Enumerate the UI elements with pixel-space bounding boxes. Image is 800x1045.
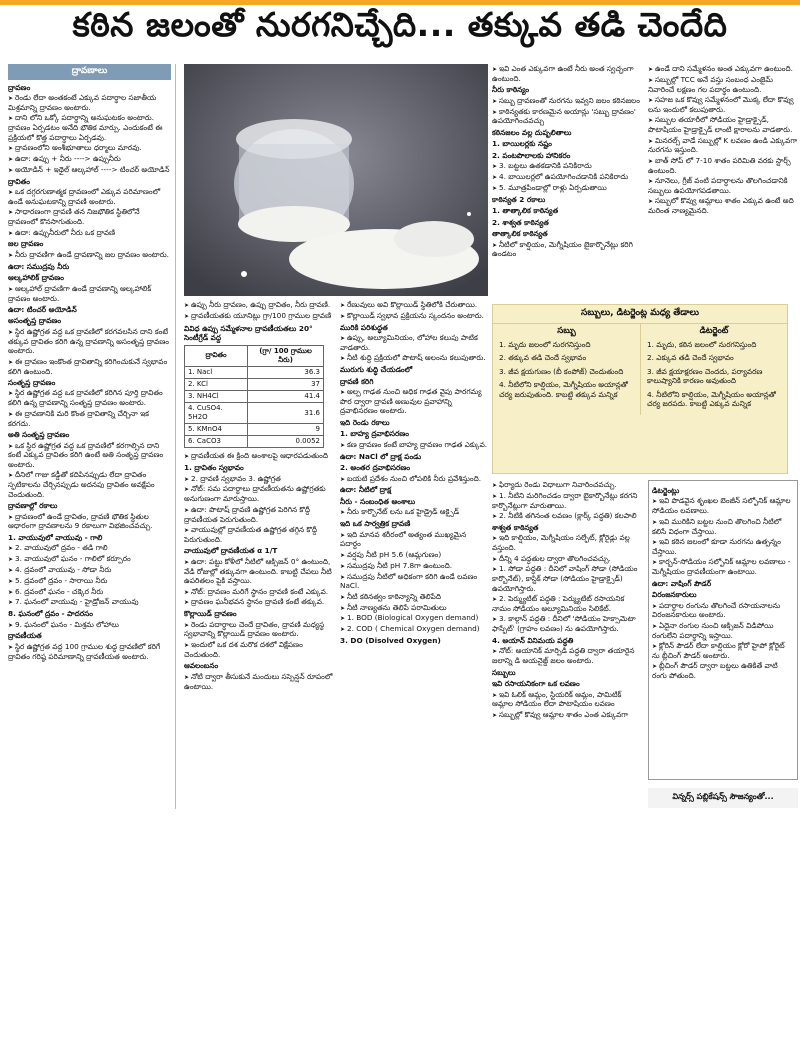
text-line: ➤ ఉదా: ఉప్పు + నీరు ----> ఉప్పునీరు	[8, 154, 171, 164]
solute-cell: 3. NH4Cl	[185, 390, 248, 402]
salt-jar-photo	[184, 64, 488, 296]
text-line: ➤ కార్బన్-సోడియం సల్ఫోనిక్ ఆమ్లాల లవణాలు - మెగ్నీషియం ద్రావణీయంగా ఉంటాయి.	[652, 557, 794, 576]
text-line: ➤ రెండు లేదా అంతకంటే ఎక్కువ పదార్థాల సజాతీయ మిశ్రమాన్ని ద్రావణం అంటారు.	[8, 93, 171, 112]
solubility-cell: 37	[248, 378, 324, 390]
text-line: ➤ నోట్: ద్రావణం మరిగే స్థానం ద్రావణి కంటే ఎక్కువ.	[184, 587, 336, 597]
text-line: ➤ కొల్లాయిడ్ స్వభావ ప్రక్రియను స్కందనం అంటారు.	[340, 311, 488, 321]
text-line: ➤ 5. మూత్రపిండాల్లో రాళ్లు ఏర్పడుతాయి	[492, 183, 642, 193]
column-text	[8, 83, 171, 661]
detergent-heading: డిటర్జెంట్	[699, 325, 729, 336]
text-line: ➤ సబ్బులో కొవ్వు ఆమ్లాలు శాతం ఎక్కువ ఉంటే అది మరింత నాణ్యమైనది.	[648, 196, 798, 215]
text-line: 1. బాయిలర్లకు నష్టం	[492, 139, 552, 149]
text-line: కాఠిన్యత 2 రకాలు	[492, 194, 546, 204]
text-line: 1. మృదు, కఠిన జలంలో నురగనిస్తుంది	[647, 339, 757, 349]
text-line: ➤ నీటి నాణ్యతను తెలిపే పరామితులు	[340, 603, 488, 613]
detergents-box	[648, 480, 798, 780]
text-line: ➤ సబ్బుల తయారీలో సోడియం హైడ్రాక్సైడ్, పొటాషియం హైడ్రాక్సైడ్ లాంటి క్షారాలను వాడతారు.	[648, 115, 798, 134]
text-line: 1. ద్రావితం స్వభావం	[184, 463, 244, 473]
text-line: ➤ 3. బట్టలు ఉతకడానికి పనికిరాదు	[492, 161, 642, 171]
text-line: ఇది ఒక సార్వత్రిక ద్రావణి	[340, 519, 411, 529]
text-line: ➤ దీన్ని 4 పద్ధతుల ద్వారా తొలగించవచ్చు.	[492, 554, 642, 564]
text-line: ➤ రెండు పదార్థాలు చెందే ద్రావితం, ద్రావణి మధ్యస్థ స్వభావాన్ని కొల్లాయిడ్ ద్రావణం అంటారు.	[184, 620, 336, 639]
text-line: ఉదా: వాషింగ్ పౌడర్	[652, 578, 712, 588]
text-line: ఉదా: సముద్రపు నీరు	[8, 261, 70, 271]
table-caption: వివిధ ఉప్పు సమ్మేళనాల ద్రావణీయతలు 20° సెంటీగ్రేడ్ వద్ద	[184, 323, 313, 343]
text-line: మురికి పరిశుద్ధత	[340, 322, 388, 332]
text-line: ➤ సముద్రపు నీటిలో అధికంగా కరిగి ఉండే లవణం NaCl.	[340, 572, 488, 591]
text-line: సబ్బులు	[492, 667, 516, 677]
text-line: 2. అంతర ద్రవాభిసరణం	[340, 463, 411, 473]
column-text	[492, 64, 642, 259]
text-line: ➤ 5. ద్రవంలో ద్రవం - సారాయి నీరు	[8, 576, 171, 586]
detergent-column	[640, 324, 787, 415]
text-line: 2. ఎక్కువ తడి చెందే స్వభావం	[647, 353, 734, 363]
text-line: ➤ ఒక దగ్గరగుణాత్మక ద్రావణంలో ఎక్కువ పరిమాణంలో ఉండే అనుఘటకాన్ని ద్రావణి అంటారు.	[8, 187, 171, 206]
column-permanent-hardness	[492, 480, 642, 790]
text-line: డిటర్జెంట్లు	[652, 486, 680, 495]
column-text	[652, 486, 794, 681]
text-line: ➤ సబ్బుల్లో కొవ్వు ఆమ్లాల శాతం ఎంత ఎక్కువగా	[492, 710, 642, 720]
column-text	[184, 300, 336, 321]
column-osmosis-water	[340, 300, 488, 1045]
text-line: ➤ 1. నీటిని మరిగించడం ద్వారా బైకార్బొనేట్లు కరగని కార్బొనేట్లుగా మారుతాయి.	[492, 491, 642, 510]
text-line: ➤ వాయువుల్లో ద్రావణీయత ఉష్ణోగ్రత తగ్గిన కొద్దీ పెరుగుతుంది.	[184, 525, 336, 544]
text-line: ➤ ఇవి మురికిని బట్టల నుంచి తొలగించి నీటిలో కలిసే విధంగా చేస్తాయి.	[652, 517, 794, 536]
text-line: వాయువులో ద్రావణీయత α 1/T	[184, 546, 278, 556]
text-line: ➤ దీనిలో గాజు కడ్డీతో కదిపినప్పుడు లేదా ద్రావితం స్ఫటికాలను చేర్చినప్పుడు అదనపు ద్రావితం అవక్షేపం చెందుతుంది.	[8, 470, 171, 499]
text-line: ➤ అయోడిన్ + ఇథైల్ ఆల్కహాల్ ----> టించర్ అయోడిన్	[8, 165, 171, 175]
text-line: ఇవి రసాయనికంగా ఒక లవణం	[492, 679, 580, 689]
text-line: ➤ నోట్: అయానిక్ మార్పిడి పద్ధతి ద్వారా తయారైన జలాన్ని డి అయనైజ్డ్ జలం అంటారు.	[492, 646, 642, 665]
text-line: నీరు కాఠిన్యం	[492, 85, 530, 95]
text-line: సంతృప్త ద్రావణం	[8, 378, 56, 387]
text-line: ఆల్కహాలిక్ ద్రావణం	[8, 273, 64, 283]
text-line: ➤ నీరు కార్బొనేట్ లను ఒక హైడ్రైడ్ ఆక్సైడ్	[340, 507, 488, 517]
solubility-cell: 9	[248, 424, 324, 436]
text-line: 2. పంటపొలాలకు హానికరం	[492, 150, 571, 160]
table-header-solute: ద్రావితం	[185, 345, 248, 366]
text-line: ➤ 3. కాల్గాన్ పద్ధతి : దీనిలో 'సోడియం హెక్సామెటా ఫాస్ఫేట్' (గ్రాహం లవణం) ను ఉపయోగిస్తారు.	[492, 614, 642, 633]
table-row	[185, 424, 324, 436]
text-line: అతి సంతృప్త ద్రావణం	[8, 430, 70, 440]
text-line: ద్రావణి కరిగి	[340, 376, 374, 386]
text-line: ➤ ఆల్కహాల్ ద్రావణిగా ఉండే ద్రావణాన్ని ఆల్కహాలిక్ ద్రావణం అంటారు.	[8, 284, 171, 303]
solute-cell: 6. CaCO3	[185, 436, 248, 448]
text-line: ద్రావణాల్లో రకాలు	[8, 501, 58, 511]
text-line: ➤ ఉదా: పట్టు కోళీలో నీటిలో ఆక్సిజన్ 0° ఉంటుంది, వేడి రోజుల్లో తక్కువగా ఉంటుంది. కాబట్టి చేపలు నీటి ఉపరితలం పైకి వస్తాయి.	[184, 557, 336, 586]
section-title-solutions: ద్రావణాలు	[8, 64, 171, 80]
column-text	[340, 300, 488, 646]
text-line: ➤ 6. ద్రవంలో ఘనం - చక్కెర నీరు	[8, 587, 171, 597]
text-line: మురుగు శుద్ధి చేయడంలో	[340, 365, 413, 375]
text-line: ➤ పదార్థాల రంగును తొలగించే రసాయనాలను విరంజనకారులు అంటారు.	[652, 601, 794, 620]
text-line: ➤ ఏదైనా రంగుల నుంచి ఆక్సిజన్ విడిపోయి రంగులేని పదార్థాన్ని ఇస్తాయి.	[652, 621, 794, 640]
soap-detergent-comparison	[492, 304, 788, 474]
solute-cell: 4. CuSO4. 5H2O	[185, 403, 248, 424]
text-line: ద్రావితం	[8, 176, 30, 186]
text-line: ➤ ఇవి పొడవైన శృంఖల బెంజీన్ సల్ఫోనిక్ ఆమ్లాల సోడియం లవణాలు.	[652, 496, 794, 515]
solubility-cell: 36.3	[248, 366, 324, 378]
soap-list	[499, 340, 634, 399]
column-solubility	[184, 300, 336, 1045]
text-line: ➤ ఉదా: పొటాష్ ద్రావణి ఉష్ణోగ్రత పెరిగిన కొద్దీ ద్రావణీయత పెరుగుతుంది.	[184, 505, 336, 524]
text-line: ➤ వర్షపు నీటి pH 5.6 (ఆమ్లగుణం)	[340, 550, 488, 560]
text-line: ➤ నీటి శుద్ధి ప్రక్రియలో పొటాష్ అలంను కలుపుతారు.	[340, 353, 488, 363]
text-line: 1. బాహ్య ద్రవాభిసరణం	[340, 429, 410, 439]
text-line: ➤ 1. సోడా పద్ధతి : దీనిలో వాషింగ్ సోడా (సోడియం కార్బొనేట్), కాస్టిక్ సోడా (సోడియం హైడ్రాక్సైడ్) ఉపయోగిస్తారు.	[492, 564, 642, 593]
text-line: ➤ ఈ ద్రావణానికి మరి కొంత ద్రావితాన్ని చేర్చినా ఇక కరగదు.	[8, 409, 171, 428]
table-row	[185, 436, 324, 448]
text-line: ➤ రేణువులు అవి కొల్లాయిడ్ స్థితిలోకి చేరుతాయి.	[340, 300, 488, 310]
text-line: ➤ ఇవి కఠిన జలంలో కూడా నురగను ఉత్పన్నం చేస్తాయి.	[652, 537, 794, 556]
text-line: ➤ అల్ప గాఢత నుంచి అధిక గాఢత వైపు పారగమ్య పొర ద్వారా ద్రావణి అణువుల ప్రవాహాన్ని ద్రవాభిసరణం అంటారు.	[340, 387, 488, 416]
text-line: ➤ బ్లీచింగ్ పౌడర్ ద్వారా బట్టలు ఉతికితే వాటి రంగు పోతుంది.	[652, 661, 794, 680]
solute-cell: 5. KMnO4	[185, 424, 248, 436]
text-line: ➤ 4. ద్రవంలో వాయువు - సోడా నీరు	[8, 565, 171, 575]
text-line: ➤ ఉప్పు, అల్యూమినియం, లోహాల కలుపు పాటిక వాడతారు.	[340, 333, 488, 352]
text-line: తాత్కాలిక కాఠిన్యత	[492, 229, 548, 239]
text-line: ➤ సహజ ఒక కొవ్వు సమ్మేళనంలో మొక్క లేదా కొవ్వు లను ఇందులో కలుపుతారు.	[648, 95, 798, 114]
text-line: ➤ నీటిలో కాల్షియం, మెగ్నీషియం బైకార్బొనేట్లు కరిగి ఉండటం	[492, 240, 642, 259]
text-line: ➤ 2. నీటికి తగినంత లవణం (క్లార్క్ పద్ధతి) కలపాలి	[492, 511, 642, 521]
solubility-cell: 41.4	[248, 390, 324, 402]
table-header-value: (గ్రా/ 100 గ్రాముల నీరు)	[248, 345, 324, 366]
text-line: ➤ స్థిర ఉష్ణోగ్రత వద్ద ఒక ద్రావణిలో కరగవలసిన దాని కంటే తక్కువ ద్రావితం కరిగి ఉన్న ద్రావణాన్ని అసంతృప్త ద్రావణం అంటారు.	[8, 327, 171, 356]
solubility-cell: 31.6	[248, 403, 324, 424]
text-line: ➤ నోట్: సమ పదార్థాలు ద్రావణీయతను ఉష్ణోగ్రతకు అనుగుణంగా మారుస్తాయి.	[184, 484, 336, 503]
text-line: నీరు - సంబంధిత అంశాలు	[340, 496, 416, 506]
page-headline: కఠిన జలంతో నురగనిచ్చేది... తక్కువ తడి చెందేది	[72, 5, 728, 44]
solubility-table	[184, 345, 324, 449]
text-line: 1. వాయువులో వాయువు - గాలి	[8, 532, 103, 542]
text-line: ➤ ఇవి ఎంత ఎక్కువగా ఉంటే నీరు అంత స్వచ్ఛంగా ఉంటుంది.	[492, 64, 642, 83]
solute-cell: 1. Nacl	[185, 366, 248, 378]
text-line: ➤ 2. COD ( Chemical Oxygen demand)	[340, 624, 488, 634]
column-soaps-top	[648, 64, 798, 300]
soap-column	[493, 324, 640, 415]
solubility-cell: 0.0052	[248, 436, 324, 448]
comparison-title: సబ్బులు, డిటర్జెంట్ల మధ్య తేడాలు	[493, 305, 787, 324]
text-line: 4. అయాన్ వినిమయ పద్ధతి	[492, 635, 574, 645]
text-line: 8. ఘనంలో ద్రవం - పాదరసం	[8, 609, 93, 619]
text-line: విరంజనకారులు	[652, 590, 697, 600]
text-line: ➤ ఇందులో ఒక దశ మరొక దశలో విక్షేపణం చెందుతుంది.	[184, 640, 336, 659]
text-line: ➤ 2. వాయువులో ద్రవం - తడి గాలి	[8, 543, 171, 553]
salt-jar-illustration	[184, 64, 488, 296]
text-line: కొల్లాయిడ్ ద్రావణం	[184, 609, 237, 619]
text-line: 4. నీటిలోని కాల్షియం, మెగ్నీషియం అయాన్లతో చర్య జరపదు. కాబట్టి ఎక్కువ మన్నిక	[647, 389, 776, 409]
publisher-credit: విన్నర్స్ పబ్లికేషన్స్ సౌజన్యంతో...	[648, 788, 798, 808]
soap-heading: సబ్బు	[557, 325, 576, 336]
table-row	[185, 403, 324, 424]
table-row	[185, 366, 324, 378]
text-line: 2. శాశ్వత కాఠిన్యత	[492, 217, 549, 227]
column-text	[492, 480, 642, 720]
text-line: ➤ ద్రావణంలోని అంశీభూతాలు ధర్మాలు మారవు.	[8, 143, 171, 153]
text-line: 3. జీవ క్షయగుణం (బీ కంపోజ్) చెందుతుంది	[499, 366, 624, 376]
text-line: ఇది రెండు రకాలు	[340, 417, 390, 427]
text-line: ➤ బాత్ సోప్ లో 7-10 శాతం పరిమితి వరకు స్టార్చ్ ఉంటుంది.	[648, 156, 798, 175]
text-line: ➤ 9. ఘనంలో ఘనం - మిశ్రమ లోహాలు	[8, 620, 171, 630]
text-line: 2. తక్కువ తడి చెందే స్వభావం	[499, 353, 587, 363]
text-line: 4. నీటిలోని కాల్షియం, మెగ్నీషియం అయాన్లతో చర్య జరుపుతుంది. కాబట్టి తక్కువ మన్నిక	[499, 380, 628, 399]
text-line: ➤ ఉండే దాని సమ్మేళనం అంత ఎక్కువగా ఉంటుంది.	[648, 64, 798, 74]
table-row	[185, 390, 324, 402]
text-line: 1. మృదు జలంలో నురగనిస్తుంది	[499, 339, 591, 349]
solute-cell: 2. KCl	[185, 378, 248, 390]
text-line: ➤ 1. BOD (Biological Oxygen demand)	[340, 613, 488, 623]
text-line: ➤ నోటి ద్వారా తీసుకునే మందులు సస్పెన్షన్ రూపంలో ఉంటాయి.	[184, 672, 336, 691]
text-line: ➤ స్థిర ఉష్ణోగ్రత వద్ద ఒక ద్రావణిలో కరిగిన పూర్తి ద్రావితం కలిగి ఉన్న ద్రావణాన్ని సంతృప్త ద్రావణం అంటారు.	[8, 388, 171, 407]
text-line: ➤ ఉదా: ఉప్పునీరులో నీరు ఒక ద్రావణి	[8, 228, 171, 238]
text-line: ➤ ఒక స్థిర ఉష్ణోగ్రత వద్ద ఒక ద్రావణిలో కరగాల్సిన దాని కంటే ఎక్కువ ద్రావితం కరిగి ఉంటే అతి సంతృప్త ద్రావణం అంటారు.	[8, 441, 171, 470]
text-line: ఉదా: టించర్ అయోడిన్	[8, 304, 77, 314]
text-line: ➤ 2. పెర్మ్యుటిట్ పద్ధతి : పెర్మ్యుటిట్ రసాయనిక నామం సోడియం అల్యూమినియం సిలికేట్.	[492, 594, 642, 613]
column-text	[648, 64, 798, 216]
text-line: 3. జీవ క్షయాక్షరణం చెందదు, పర్యావరణ కాలుష్యానికి కారణం అవుతుంది	[647, 366, 763, 386]
text-line: ➤ నీరు ద్రావణిగా ఉండే ద్రావణాన్ని జల ద్రావణం అంటారు.	[8, 250, 171, 260]
text-line: ➤ ద్రావణం ఘనీభవన స్థానం ద్రావణి కంటే తక్కువ.	[184, 597, 336, 607]
text-line: ➤ నూనెలు, గ్రీజ్ వంటి పదార్థాలను తొలగించడానికి సబ్బులు ఉపయోగపడతాయి.	[648, 176, 798, 195]
detergent-list	[647, 340, 781, 409]
text-line: ➤ స్థిర ఉష్ణోగ్రత వద్ద 100 గ్రాముల శుద్ధ ద్రావణిలో కరిగే ద్రావితం గరిష్ఠ పరిమాణాన్ని ద్రావణీయత అంటారు.	[8, 642, 171, 661]
text-line: ➤ దాని లోని ఒక్కో పదార్థాన్ని అనుఘటకం అంటారు. ద్రావణం ఏర్పడటం అనేది భౌతిక మార్పు. ఎందుకంటే ఈ ప్రక్రియలో కొత్త పదార్థాలు ఏర్పడవు.	[8, 113, 171, 142]
text-line: ➤ సాధారణంగా ద్రావణి తన నిజభౌతిక స్థితిలోనే ద్రావణంలో కొనసాగుతుంది.	[8, 207, 171, 226]
text-line: ➤ ఫిర్యాదు రెండు విధాలుగా నివారించవచ్చు.	[492, 480, 642, 490]
column-hardness	[492, 64, 642, 300]
text-line: ➤ ఇవి ఓలిక్ ఆమ్లం, స్టియరిక్ ఆమ్లం, పామిటిక్ ఆమ్లాల సోడియం లేదా పొటాషియం లవణం	[492, 690, 642, 709]
text-line: ➤ సముద్రపు నీటి pH 7.8గా ఉంటుంది.	[340, 561, 488, 571]
text-line: ➤ మినరల్స్ వాడే సబ్బుల్లో K లవణం ఉండి ఎక్కువగా నురగను ఇస్తుంది.	[648, 136, 798, 155]
text-line: ➤ 3. వాయువులో ఘనం - గాలిలో కర్పూరం	[8, 554, 171, 564]
text-line: ➤ ద్రావణీయతకు యూనిట్లు గ్రా/100 గ్రాముల ద్రావణి	[184, 311, 336, 321]
column-detergents	[648, 480, 798, 780]
text-line: ➤ 4. బాయిలర్లలో ఉపయోగించడానికి పనికిరాదు	[492, 172, 642, 182]
text-line: ఆవలంబనం	[184, 661, 219, 671]
text-line: ➤ కాఠిన్యతకు కారణమైన అయాన్లు 'సబ్బు ద్రావణం' ఉపయోగించవచ్చు	[492, 107, 642, 126]
text-line: ➤ బయటి ప్రదేశం నుంచి లోపలికి నీరు ప్రవేశిస్తుంది.	[340, 474, 488, 484]
text-line: అసంతృప్త ద్రావణం	[8, 316, 62, 326]
text-line: ➤ ఉప్పు నీరు ద్రావణం, ఉప్పు ద్రావితం, నీరు ద్రావణి.	[184, 300, 336, 310]
text-line: ➤ ద్రావణంలో ఉండే ద్రావితం, ద్రావణి భౌతిక స్థితుల ఆధారంగా ద్రావణాలను 9 రకాలుగా విభజించవచ్చు.	[8, 512, 171, 531]
text-line: ➤ సబ్బుల్లో TCC అనే వస్తు సంబంధ ఎంజైమ్ నివారించే లక్షణం గల పదార్థం ఉంటుంది.	[648, 75, 798, 94]
column-text	[184, 451, 336, 691]
text-line: ➤ నీటి కఠినత్వం కాఠిన్యాన్ని తెలిపేది	[340, 592, 488, 602]
text-line: ద్రావణం	[8, 82, 31, 92]
text-line: ➤ 7. ఘనంలో వాయువు - హైడ్రోజన్ వాయువు	[8, 597, 171, 607]
text-line: శాశ్వత కాఠిన్యత	[492, 522, 539, 532]
column-solutions	[8, 64, 176, 809]
text-line: ఉదా: NaCl లో ద్రాక్ష పండు	[340, 451, 422, 461]
text-line: జల ద్రావణం	[8, 239, 44, 249]
table-row	[185, 378, 324, 390]
text-line: 1. తాత్కాలిక కాఠిన్యత	[492, 206, 559, 216]
text-line: ➤ ఇది మానవ శరీరంలో అత్యంత ముఖ్యమైన పదార్థం	[340, 530, 488, 549]
text-line: కఠినజలం వల్ల దుష్ఫలితాలు	[492, 127, 572, 137]
text-line: ➤ 2. ద్రావణి స్వభావం 3. ఉష్ణోగ్రత	[184, 474, 336, 484]
text-line: ➤ క్లోరిన్ పౌడర్ లేదా కాల్షియం క్లోరో హైపో క్లోరైట్ ను బ్లీచింగ్ పౌడర్ అంటారు.	[652, 641, 794, 660]
text-line: ఉదా: నీటిలో ద్రాక్ష	[340, 485, 392, 495]
text-line: ➤ ఈ ద్రావణం ఇంకొంత ద్రావితాన్ని కరిగించుకునే స్వభావం కలిగి ఉంటుంది.	[8, 357, 171, 376]
text-line: ద్రావణీయత	[8, 631, 42, 641]
text-line: ➤ కణ ద్రావణం కంటే బాహ్య ద్రావణం గాఢత ఎక్కువ.	[340, 440, 488, 450]
text-line: ➤ ఇది కాల్షియం, మెగ్నీషియం సల్ఫేట్, క్లోరైడ్లు వల్ల వస్తుంది.	[492, 533, 642, 552]
text-line: ➤ సబ్బు ద్రావణంతో నురగను ఇవ్వని జలం కఠినజలం	[492, 96, 642, 106]
text-line: 3. DO (Disolved Oxygen)	[340, 636, 441, 646]
text-line: ➤ ద్రావణీయత ఈ క్రింది అంశాలపై ఆధారపడుతుంది	[184, 451, 336, 461]
